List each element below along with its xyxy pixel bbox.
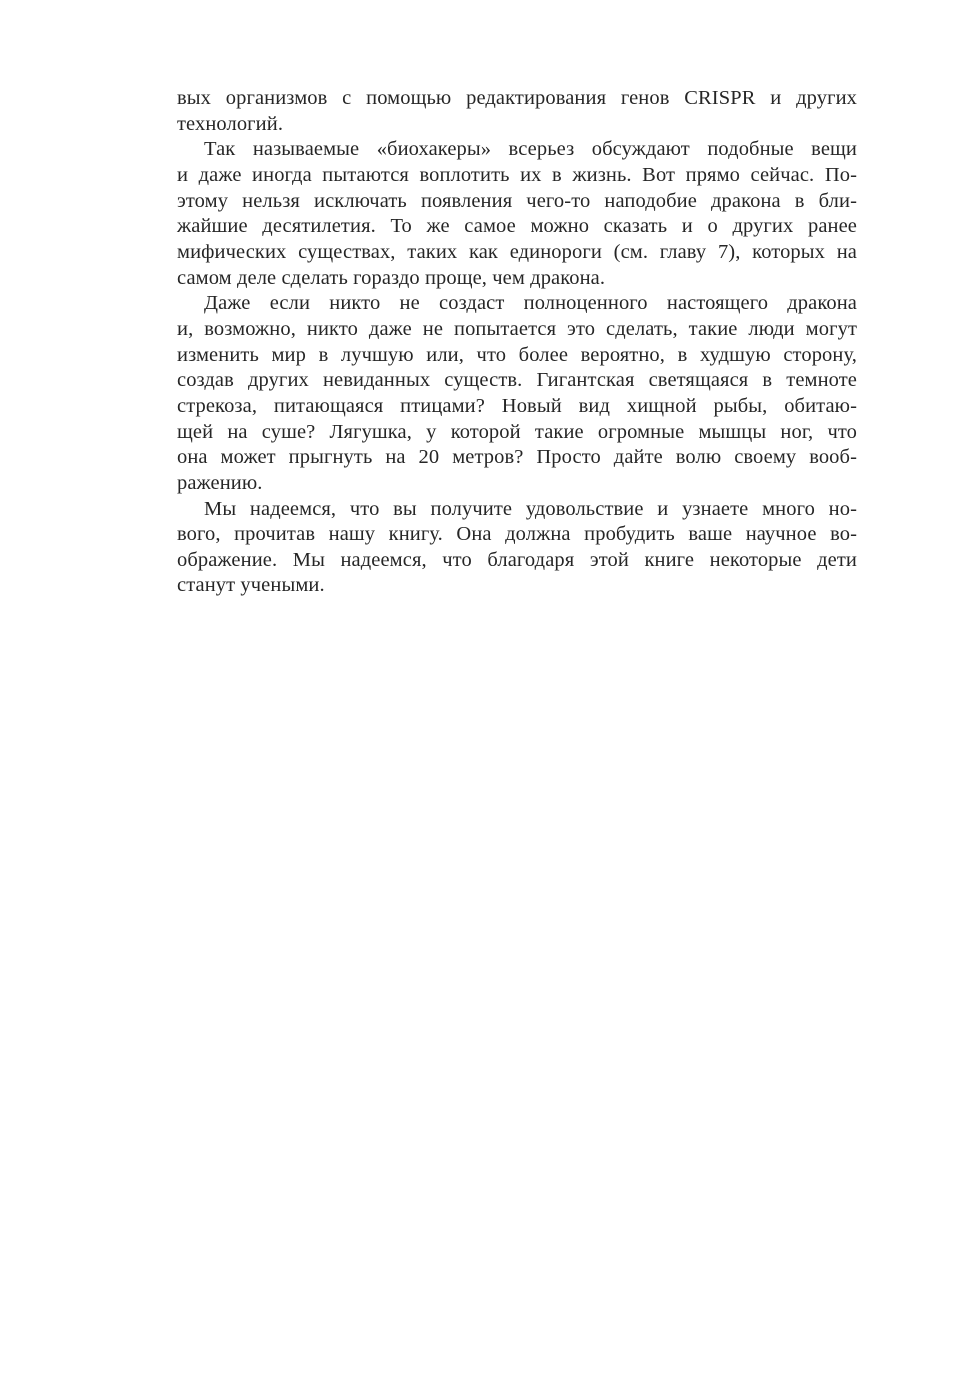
text-line: Даже если никто не создаст полноценного настоящего дракона — [204, 292, 857, 315]
text-line: мифических существах, таких как единороги (см. главу 7), которых на — [177, 240, 857, 263]
text-line: изменить мир в лучшую или, что более вероятно, в худшую сторону, — [177, 343, 857, 366]
text-line: стрекоза, питающаяся птицами? Новый вид хищной рыбы, обитаю- — [177, 394, 857, 417]
text-line: и даже иногда пытаются воплотить их в жизнь. Вот прямо сейчас. По- — [177, 163, 857, 186]
paragraph — [177, 291, 857, 496]
text-line: самом деле сделать гораздо проще, чем дракона. — [177, 266, 606, 289]
text-line: станут учеными. — [177, 574, 325, 597]
text-line: вых организмов с помощью редактирования генов CRISPR и других — [177, 87, 857, 109]
text-line: Так называемые «биохакеры» всерьез обсуждают подобные вещи — [204, 138, 857, 161]
text-line: она может прыгнуть на 20 метров? Просто дайте волю своему вооб- — [177, 446, 857, 469]
text-line: вого, прочитав нашу книгу. Она должна пробудить ваше научное во- — [177, 523, 857, 546]
text-line: Мы надеемся, что вы получите удовольствие и узнаете много но- — [204, 497, 857, 520]
text-line: жайшие десятилетия. То же самое можно сказать и о других ранее — [177, 215, 857, 238]
text-line: ображение. Мы надеемся, что благодаря этой книге некоторые дети — [177, 548, 857, 571]
text-line: и, возможно, никто даже не попытается это сделать, такие люди могут — [177, 317, 857, 340]
page-text — [177, 86, 857, 599]
text-line: этому нельзя исключать появления чего-то наподобие дракона в бли- — [177, 189, 857, 212]
text-line: ражению. — [177, 471, 263, 494]
paragraph — [177, 137, 857, 291]
text-line: технологий. — [177, 112, 284, 135]
paragraph — [177, 497, 857, 600]
paragraph — [177, 86, 857, 137]
text-line: создав других невиданных существ. Гигантская светящаяся в темноте — [177, 369, 857, 392]
text-line: щей на суше? Лягушка, у которой такие огромные мышцы ног, что — [177, 420, 857, 443]
